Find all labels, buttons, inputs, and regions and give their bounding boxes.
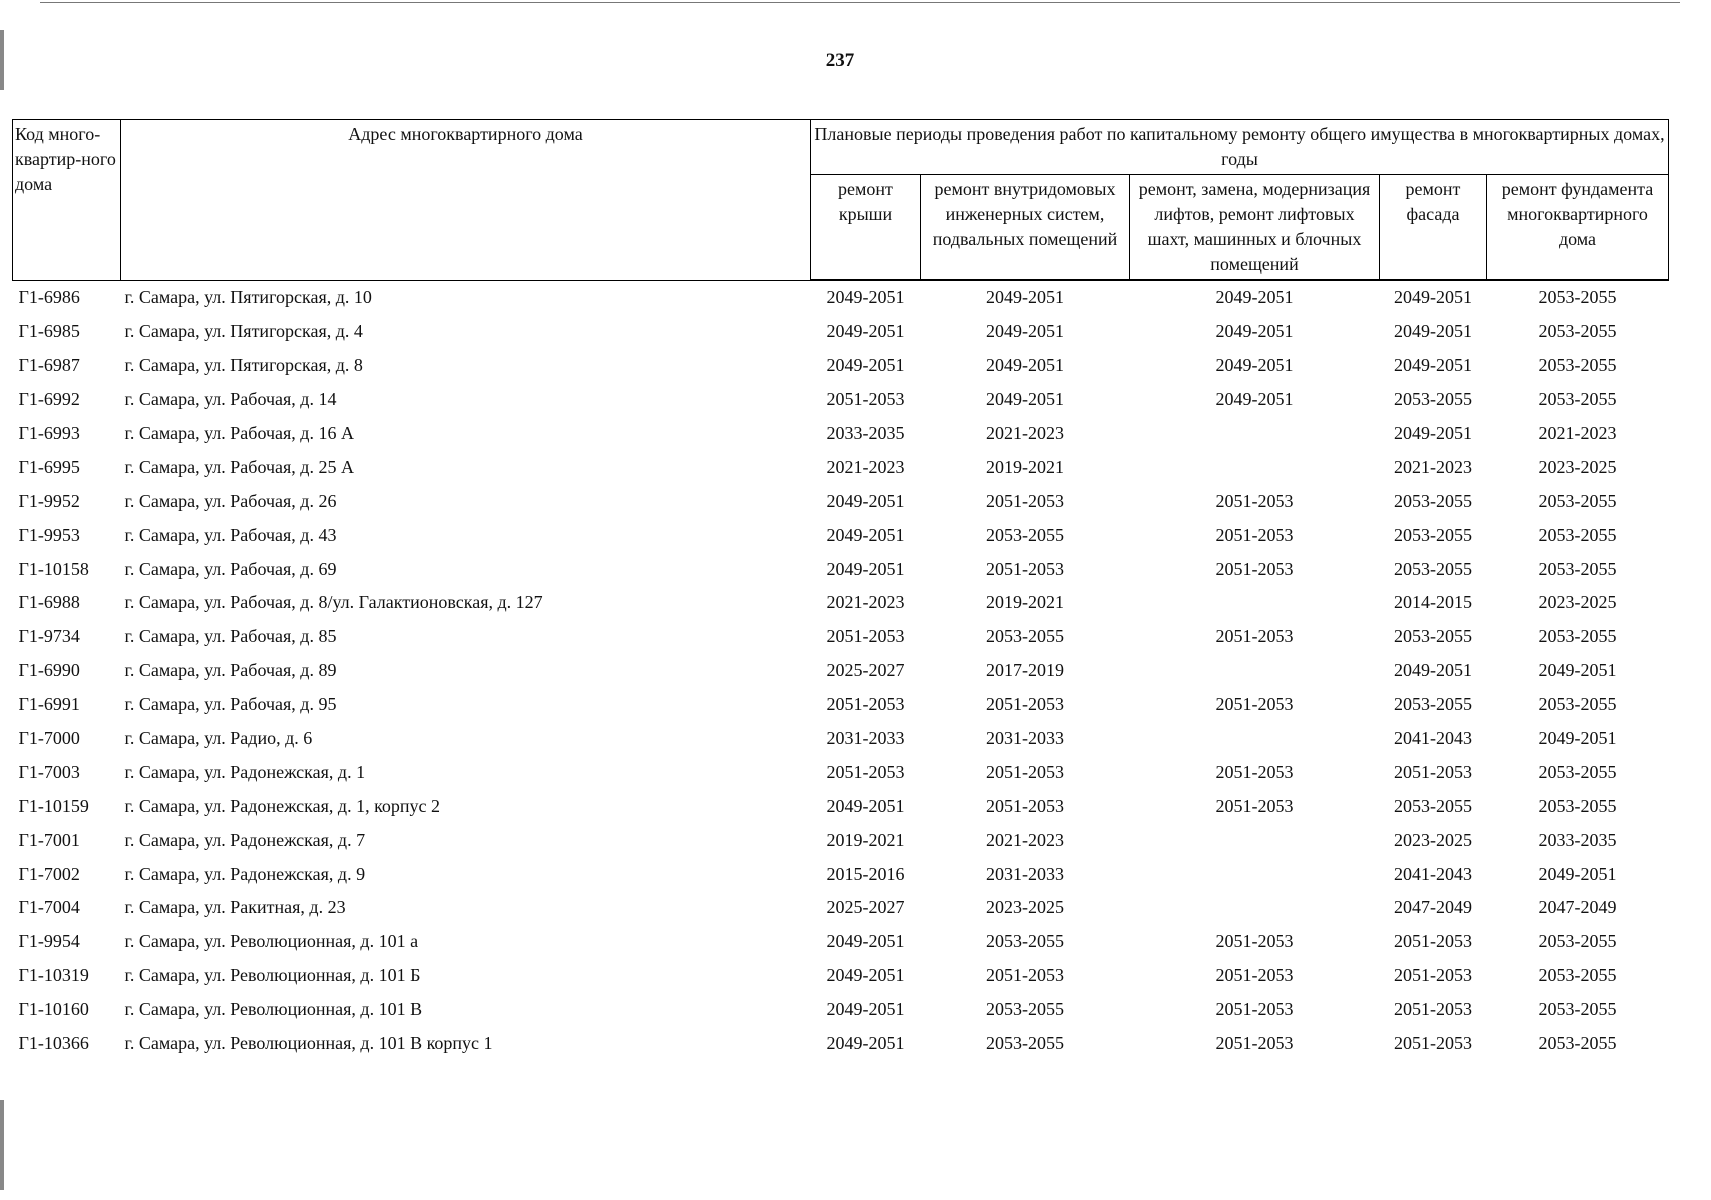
header-roof: ремонт крыши: [811, 175, 921, 281]
header-foundation: ремонт фундамента многоквартирного дома: [1487, 175, 1669, 281]
cell-elevators: 2049-2051: [1215, 389, 1294, 410]
table-row: [13, 620, 1669, 654]
cell-address: г. Самара, ул. Радонежская, д. 1: [124, 761, 366, 782]
cell-elevators: [1130, 823, 1380, 857]
cell-roof: 2049-2051: [826, 287, 905, 308]
cell-code: Г1-10366: [18, 1033, 89, 1054]
cell-roof: 2049-2051: [826, 1033, 905, 1054]
cell-code: Г1-7002: [18, 863, 80, 884]
cell-foundation: 2049-2051: [1538, 863, 1617, 884]
cell-roof: 2051-2053: [826, 761, 905, 782]
cell-elevators: [1130, 722, 1380, 756]
header-planned-periods: Плановые периоды проведения работ по капитальному ремонту общего имущества в многоквартирных домах, годы: [811, 120, 1669, 175]
cell-roof: 2049-2051: [826, 965, 905, 986]
cell-foundation: 2049-2051: [1538, 660, 1617, 681]
cell-elevators: 2051-2053: [1215, 490, 1294, 511]
cell-roof: 2021-2023: [826, 456, 905, 477]
cell-engineering: 2049-2051: [986, 389, 1064, 410]
table-row: [13, 688, 1669, 722]
cell-engineering: 2051-2053: [986, 795, 1064, 816]
table-row: [13, 654, 1669, 688]
cell-elevators: [1130, 891, 1380, 925]
table-body: [13, 280, 1669, 1060]
cell-foundation: 2021-2023: [1538, 423, 1617, 443]
table-row: [13, 1027, 1669, 1061]
cell-engineering: 2053-2055: [986, 524, 1064, 545]
cell-address: г. Самара, ул. Рабочая, д. 89: [124, 660, 337, 681]
cell-engineering: 2053-2055: [986, 999, 1064, 1020]
table-row: [13, 755, 1669, 789]
cell-address: г. Самара, ул. Рабочая, д. 85: [124, 626, 337, 647]
cell-code: Г1-10159: [18, 795, 89, 816]
cell-code: Г1-6985: [18, 321, 80, 342]
scan-border-line: [40, 2, 1680, 3]
cell-engineering: 2053-2055: [986, 931, 1064, 952]
cell-elevators: 2051-2053: [1215, 965, 1294, 986]
cell-elevators: 2051-2053: [1215, 795, 1294, 816]
cell-address: г. Самара, ул. Ракитная, д. 23: [124, 897, 346, 918]
cell-address: г. Самара, ул. Радонежская, д. 9: [124, 863, 366, 884]
cell-facade: 2049-2051: [1394, 423, 1472, 443]
cell-address: г. Самара, ул. Рабочая, д. 43: [124, 524, 337, 545]
table-row: [13, 484, 1669, 518]
cell-foundation: 2053-2055: [1538, 931, 1617, 952]
cell-address: г. Самара, ул. Рабочая, д. 16 А: [124, 423, 354, 443]
cell-engineering: 2031-2033: [986, 863, 1064, 884]
cell-facade: 2053-2055: [1394, 694, 1472, 715]
cell-code: Г1-7003: [18, 761, 80, 782]
cell-elevators: 2049-2051: [1215, 287, 1294, 308]
header-facade: ремонт фасада: [1380, 175, 1487, 281]
table-row: [13, 349, 1669, 383]
cell-engineering: 2031-2033: [986, 728, 1064, 749]
cell-facade: 2049-2051: [1394, 660, 1472, 681]
table-row: [13, 383, 1669, 417]
cell-facade: 2051-2053: [1394, 1033, 1472, 1054]
cell-code: Г1-9953: [18, 524, 80, 545]
cell-facade: 2053-2055: [1394, 558, 1472, 579]
table-row: [13, 586, 1669, 620]
cell-facade: 2053-2055: [1394, 626, 1472, 647]
cell-code: Г1-7004: [18, 897, 80, 918]
cell-code: Г1-6988: [18, 592, 80, 613]
cell-roof: 2019-2021: [826, 829, 905, 850]
cell-elevators: 2051-2053: [1215, 558, 1294, 579]
cell-address: г. Самара, ул. Рабочая, д. 25 А: [124, 456, 354, 477]
cell-foundation: 2053-2055: [1538, 795, 1617, 816]
table-row: [13, 315, 1669, 349]
scan-edge-mark: [0, 1100, 4, 1190]
table-row: [13, 789, 1669, 823]
table-row: [13, 280, 1669, 315]
cell-foundation: 2053-2055: [1538, 490, 1617, 511]
cell-elevators: [1130, 654, 1380, 688]
cell-facade: 2021-2023: [1394, 456, 1472, 477]
cell-engineering: 2051-2053: [986, 965, 1064, 986]
cell-code: Г1-9954: [18, 931, 80, 952]
cell-code: Г1-7000: [18, 728, 80, 749]
cell-code: Г1-10319: [18, 965, 89, 986]
cell-engineering: 2051-2053: [986, 761, 1064, 782]
cell-foundation: 2053-2055: [1538, 287, 1617, 308]
cell-elevators: 2051-2053: [1215, 694, 1294, 715]
cell-address: г. Самара, ул. Радонежская, д. 1, корпус 2: [124, 795, 441, 816]
cell-facade: 2053-2055: [1394, 795, 1472, 816]
cell-address: г. Самара, ул. Революционная, д. 101 В корпус 1: [124, 1033, 493, 1054]
table-row: [13, 417, 1669, 451]
cell-foundation: 2049-2051: [1538, 728, 1617, 749]
cell-facade: 2041-2043: [1394, 863, 1472, 884]
cell-facade: 2051-2053: [1394, 931, 1472, 952]
cell-roof: 2025-2027: [826, 897, 905, 918]
cell-address: г. Самара, ул. Революционная, д. 101 В: [124, 999, 423, 1020]
header-elevators: ремонт, замена, модернизация лифтов, ремонт лифтовых шахт, машинных и блочных помещений: [1130, 175, 1380, 281]
cell-roof: 2049-2051: [826, 355, 905, 376]
cell-roof: 2049-2051: [826, 999, 905, 1020]
header-code: Код много-квартир-ного дома: [13, 120, 121, 281]
cell-elevators: 2049-2051: [1215, 321, 1294, 342]
cell-facade: 2047-2049: [1394, 897, 1472, 918]
cell-roof: 2015-2016: [826, 863, 905, 884]
cell-address: г. Самара, ул. Радио, д. 6: [124, 728, 313, 749]
cell-roof: 2049-2051: [826, 931, 905, 952]
cell-address: г. Самара, ул. Пятигорская, д. 8: [124, 355, 363, 376]
capital-repair-plan-table: [12, 119, 1669, 1060]
cell-engineering: 2021-2023: [986, 423, 1064, 443]
cell-code: Г1-6990: [18, 660, 80, 681]
cell-elevators: 2051-2053: [1215, 524, 1294, 545]
table-row: [13, 857, 1669, 891]
cell-elevators: 2051-2053: [1215, 999, 1294, 1020]
cell-foundation: 2023-2025: [1538, 456, 1617, 477]
header-address: Адрес многоквартирного дома: [121, 120, 811, 281]
cell-foundation: 2053-2055: [1538, 965, 1617, 986]
cell-address: г. Самара, ул. Пятигорская, д. 10: [124, 287, 372, 308]
cell-address: г. Самара, ул. Рабочая, д. 26: [124, 490, 337, 511]
cell-engineering: 2049-2051: [986, 321, 1064, 342]
cell-code: Г1-6987: [18, 355, 80, 376]
cell-foundation: 2047-2049: [1538, 897, 1617, 918]
cell-foundation: 2053-2055: [1538, 558, 1617, 579]
table-row: [13, 722, 1669, 756]
cell-code: Г1-6991: [18, 694, 80, 715]
page-number: 237: [825, 50, 855, 71]
cell-foundation: 2053-2055: [1538, 524, 1617, 545]
cell-foundation: 2033-2035: [1538, 829, 1617, 850]
cell-elevators: 2051-2053: [1215, 931, 1294, 952]
table-row: [13, 959, 1669, 993]
cell-roof: 2051-2053: [826, 694, 905, 715]
cell-elevators: [1130, 586, 1380, 620]
cell-elevators: 2051-2053: [1215, 1033, 1294, 1054]
cell-facade: 2023-2025: [1394, 829, 1472, 850]
cell-elevators: 2049-2051: [1215, 355, 1294, 376]
cell-roof: 2051-2053: [826, 626, 905, 647]
cell-address: г. Самара, ул. Рабочая, д. 14: [124, 389, 337, 410]
cell-elevators: [1130, 857, 1380, 891]
cell-foundation: 2023-2025: [1538, 592, 1617, 613]
cell-elevators: [1130, 417, 1380, 451]
cell-code: Г1-10158: [18, 558, 89, 579]
cell-address: г. Самара, ул. Рабочая, д. 8/ул. Галактионовская, д. 127: [124, 592, 543, 613]
cell-roof: 2031-2033: [826, 728, 905, 749]
cell-roof: 2049-2051: [826, 524, 905, 545]
cell-roof: 2049-2051: [826, 490, 905, 511]
cell-engineering: 2017-2019: [986, 660, 1064, 681]
table-row: [13, 891, 1669, 925]
cell-roof: 2049-2051: [826, 558, 905, 579]
cell-foundation: 2053-2055: [1538, 355, 1617, 376]
cell-code: Г1-6986: [18, 287, 80, 308]
cell-engineering: 2021-2023: [986, 829, 1064, 850]
cell-roof: 2021-2023: [826, 592, 905, 613]
cell-facade: 2051-2053: [1394, 999, 1472, 1020]
cell-address: г. Самара, ул. Рабочая, д. 69: [124, 558, 337, 579]
cell-foundation: 2053-2055: [1538, 999, 1617, 1020]
cell-foundation: 2053-2055: [1538, 1033, 1617, 1054]
cell-roof: 2025-2027: [826, 660, 905, 681]
cell-facade: 2053-2055: [1394, 524, 1472, 545]
cell-engineering: 2049-2051: [986, 287, 1064, 308]
cell-address: г. Самара, ул. Рабочая, д. 95: [124, 694, 337, 715]
cell-foundation: 2053-2055: [1538, 694, 1617, 715]
cell-code: Г1-6993: [18, 423, 80, 443]
cell-roof: 2049-2051: [826, 795, 905, 816]
cell-foundation: 2053-2055: [1538, 626, 1617, 647]
cell-engineering: 2019-2021: [986, 456, 1064, 477]
cell-elevators: 2051-2053: [1215, 761, 1294, 782]
cell-address: г. Самара, ул. Пятигорская, д. 4: [124, 321, 363, 342]
cell-engineering: 2023-2025: [986, 897, 1064, 918]
cell-facade: 2051-2053: [1394, 761, 1472, 782]
cell-code: Г1-10160: [18, 999, 89, 1020]
cell-elevators: 2051-2053: [1215, 626, 1294, 647]
cell-facade: 2049-2051: [1394, 355, 1472, 376]
cell-foundation: 2053-2055: [1538, 761, 1617, 782]
cell-facade: 2014-2015: [1394, 592, 1472, 613]
cell-engineering: 2053-2055: [986, 1033, 1064, 1054]
cell-engineering: 2049-2051: [986, 355, 1064, 376]
header-engineering: ремонт внутридомовых инженерных систем, подвальных помещений: [921, 175, 1130, 281]
cell-engineering: 2051-2053: [986, 694, 1064, 715]
table-row: [13, 993, 1669, 1027]
cell-roof: 2051-2053: [826, 389, 905, 410]
cell-facade: 2041-2043: [1394, 728, 1472, 749]
cell-engineering: 2019-2021: [986, 592, 1064, 613]
table-row: [13, 925, 1669, 959]
cell-engineering: 2053-2055: [986, 626, 1064, 647]
table-row: [13, 552, 1669, 586]
cell-facade: 2053-2055: [1394, 389, 1472, 410]
cell-engineering: 2051-2053: [986, 558, 1064, 579]
cell-address: г. Самара, ул. Радонежская, д. 7: [124, 829, 366, 850]
cell-address: г. Самара, ул. Революционная, д. 101 а: [124, 931, 419, 952]
cell-foundation: 2053-2055: [1538, 389, 1617, 410]
cell-facade: 2049-2051: [1394, 287, 1472, 308]
cell-code: Г1-7001: [18, 829, 80, 850]
cell-code: Г1-9952: [18, 490, 80, 511]
cell-roof: 2049-2051: [826, 321, 905, 342]
cell-code: Г1-6992: [18, 389, 80, 410]
cell-code: Г1-6995: [18, 456, 80, 477]
cell-facade: 2051-2053: [1394, 965, 1472, 986]
cell-elevators: [1130, 450, 1380, 484]
cell-foundation: 2053-2055: [1538, 321, 1617, 342]
cell-roof: 2033-2035: [826, 423, 905, 443]
table-row: [13, 518, 1669, 552]
cell-engineering: 2051-2053: [986, 490, 1064, 511]
cell-address: г. Самара, ул. Революционная, д. 101 Б: [124, 965, 421, 986]
table-row: [13, 450, 1669, 484]
cell-facade: 2049-2051: [1394, 321, 1472, 342]
cell-code: Г1-9734: [18, 626, 80, 647]
cell-facade: 2053-2055: [1394, 490, 1472, 511]
table-row: [13, 823, 1669, 857]
